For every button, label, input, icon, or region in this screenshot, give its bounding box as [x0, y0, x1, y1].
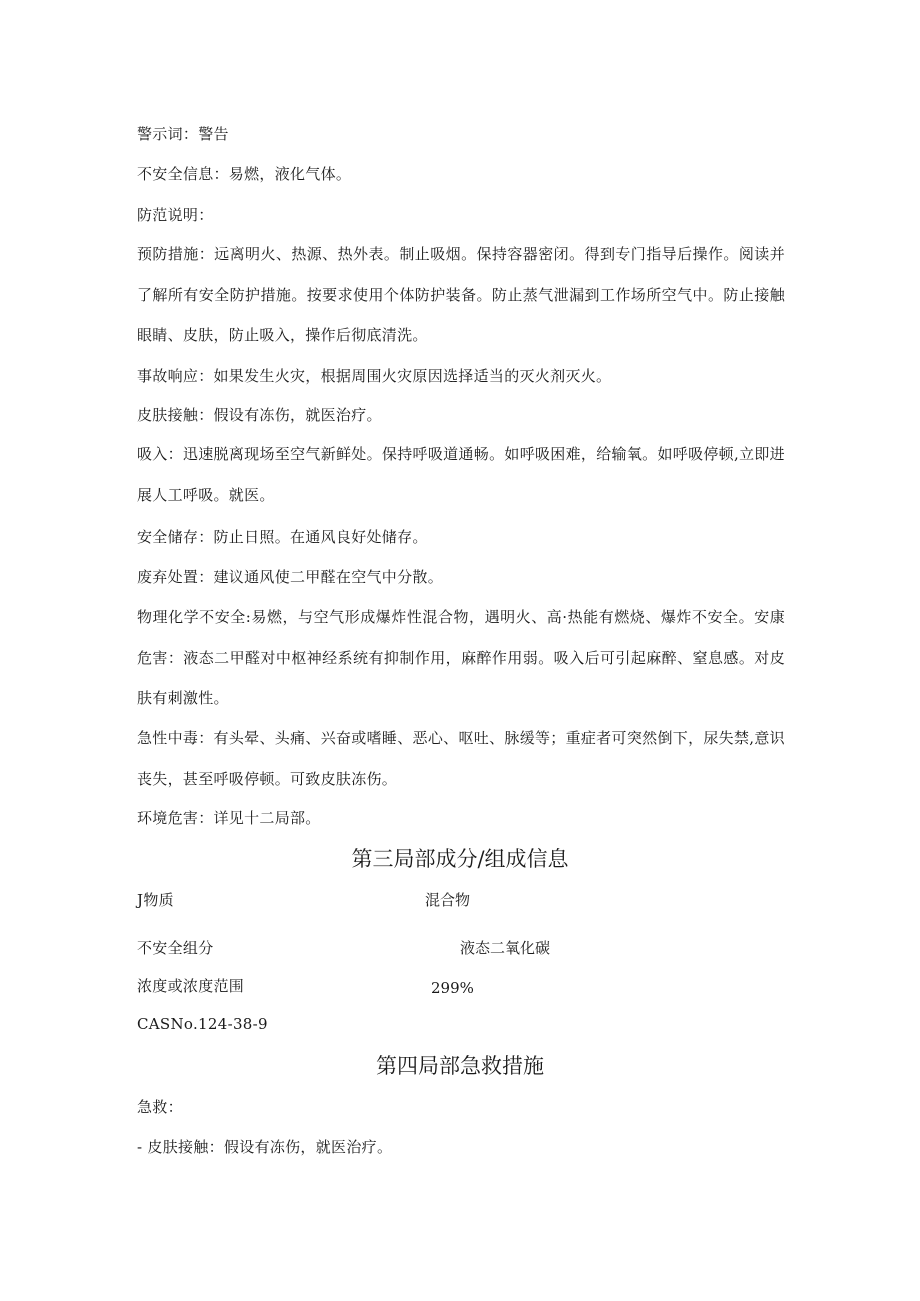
- physchem-hazard-paragraph: 物理化学不安全:易燃，与空气形成爆炸性混合物，遇明火、高·热能有燃烧、爆炸不安全。安康危害：液态二甲醛对中枢神经系统有抑制作用，麻醉作用弱。吸入后可引起麻醉、窒息感。对皮肤有刺激性。: [137, 608, 785, 707]
- prevention-paragraph: 预防措施：远离明火、热源、热外表。制止吸烟。保持容器密闭。得到专门指导后操作。阅读并了解所有安全防护措施。按要求使用个体防护装备。防止蒸气泄漏到工作场所空气中。防止接触眼睛、皮肤，防止吸入，操作后彻底清洗。: [137, 245, 785, 344]
- row-value: 混合物: [425, 891, 471, 909]
- environment-hazard: 环境危害：详见十二局部。: [137, 809, 321, 827]
- cas-number: CASNo.124-38-9: [137, 1015, 268, 1033]
- row-value: 299%: [431, 979, 474, 997]
- hazard-info: 不安全信息：易燃，液化气体。: [137, 165, 352, 183]
- section3-title: 第三局部成分/组成信息: [351, 847, 569, 871]
- inhalation-paragraph: 吸入：迅速脱离现场至空气新鲜处。保持呼吸道通畅。如呼吸困难，给输氧。如呼吸停顿,立即进展人工呼吸。就医。: [137, 445, 785, 504]
- disposal: 废弃处置：建议通风使二甲醛在空气中分散。: [137, 568, 444, 586]
- row-label: 不安全组分: [137, 939, 214, 957]
- precaution-title: 防范说明：: [137, 206, 214, 224]
- signal-word: 警示词：警告: [137, 125, 229, 143]
- storage: 安全储存：防止日照。在通风良好处储存。: [137, 528, 428, 546]
- section4-title: 第四局部急救措施: [376, 1054, 544, 1078]
- acute-poisoning-paragraph: 急性中毒：有头晕、头痛、兴奋或嗜睡、恶心、呕吐、脉缓等；重症者可突然倒下，尿失禁,意识丧失，甚至呼吸停顿。可致皮肤冻伤。: [137, 729, 785, 788]
- first-aid-skin-item: - 皮肤接触：假设有冻伤，就医治疗。: [137, 1138, 393, 1156]
- accident-response: 事故响应：如果发生火灾，根据周围火灾原因选择适当的灭火剂灭火。: [137, 367, 612, 385]
- skin-contact: 皮肤接触：假设有冻伤，就医治疗。: [137, 406, 382, 424]
- first-aid-title: 急救：: [137, 1098, 183, 1116]
- row-value: 液态二氧化碳: [460, 939, 551, 957]
- row-label: 浓度或浓度范围: [137, 977, 245, 995]
- row-label: J物质: [137, 891, 174, 909]
